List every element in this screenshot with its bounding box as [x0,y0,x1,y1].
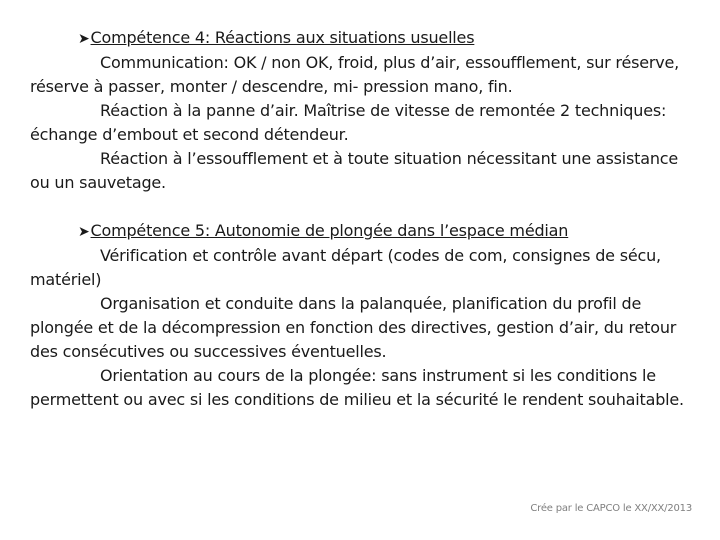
paragraph-organisation: Organisation et conduite dans la palanquée, planification du profil de plongée et de la décompression en fonction des directives, gestion d’air, du retour des consécutives ou successives éventuelles. [30,294,677,361]
paragraph-verification: Vérification et contrôle avant départ (codes de com, consignes de sécu, matériel) [30,246,661,289]
footer-credit: Crée par le CAPCO le XX/XX/2013 [530,503,692,514]
slide-content [30,26,698,436]
paragraph-panne-air: Réaction à la panne d’air. Maîtrise de vitesse de remontée 2 techniques: échange d’embout et second détendeur. [30,101,667,144]
section-title: Compétence 5: Autonomie de plongée dans l’espace médian [90,221,569,240]
paragraph-essoufflement: Réaction à l’essoufflement et à toute situation nécessitant une assistance ou un sauvetage. [30,149,679,192]
arrow-bullet-icon: ➤ [78,31,90,47]
paragraph-communication: Communication: OK / non OK, froid, plus d’air, essoufflement, sur réserve, réserve à passer, monter / descendre, mi- pression mano, fin. [30,53,680,96]
arrow-bullet-icon: ➤ [78,224,90,240]
section-competence-4 [30,26,698,195]
paragraph-orientation: Orientation au cours de la plongée: sans instrument si les conditions le permettent ou avec si les conditions de milieu et la sécurité le rendent souhaitable. [30,366,684,409]
section-heading [78,26,698,51]
section-competence-5 [30,219,698,412]
section-heading [78,219,698,244]
section-title: Compétence 4: Réactions aux situations usuelles [90,28,475,47]
